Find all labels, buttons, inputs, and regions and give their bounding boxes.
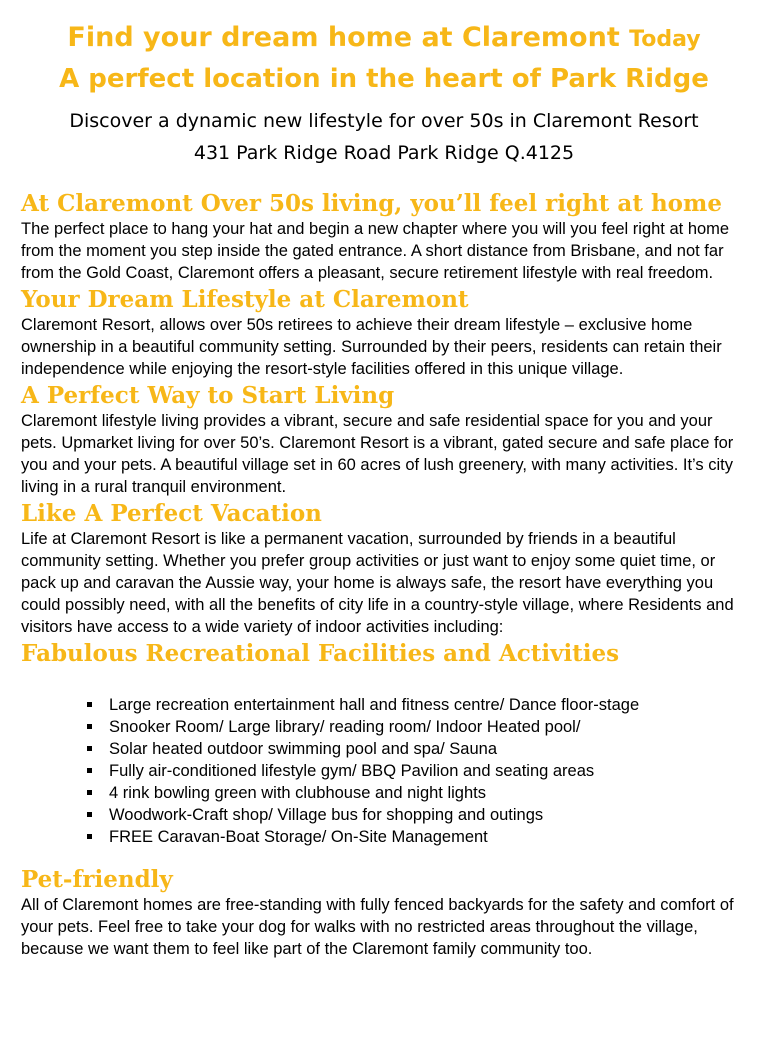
pets-body: All of Claremont homes are free-standing with fully fenced backyards for the safety and comfort of your pets. Feel free to take your dog for walks with no restricted areas throughout the village, because we want them to feel like part of the Claremont family community too. [21,896,734,958]
section-start-living [21,382,747,498]
list-item [87,760,747,782]
square-bullet-icon [87,834,92,839]
list-item-text: 4 rink bowling green with clubhouse and night lights [109,784,486,802]
list-item-text: Large recreation entertainment hall and fitness centre/ Dance floor-stage [109,696,640,714]
list-item-text: Snooker Room/ Large library/ reading room/ Indoor Heated pool/ [109,718,581,736]
hero-title-today: Today [629,27,701,52]
section-body: Life at Claremont Resort is like a permanent vacation, surrounded by friends in a beautiful community setting. Whether you prefer group activities or just want to enjoy some quiet time, or pack up and caravan the Aussie way, your home is always safe, the resort have everything you could possibly need, with all the benefits of city life in a country-style village, where Residents and visitors have access to a wide variety of indoor activities including: [21,530,734,636]
facilities-list [21,694,747,848]
facilities-heading: Fabulous Recreational Facilities and Activities [21,640,620,667]
hero-subtitle: A perfect location in the heart of Park Ridge [59,64,709,94]
list-item [87,826,747,848]
section-heading: A Perfect Way to Start Living [21,382,395,409]
square-bullet-icon [87,724,92,729]
section-heading: Like A Perfect Vacation [21,500,322,527]
hero-title-main: Find your dream home at Claremont [67,22,630,53]
list-item-text: FREE Caravan-Boat Storage/ On-Site Management [109,828,488,846]
section-heading: At Claremont Over 50s living, you’ll feel right at home [21,190,722,217]
square-bullet-icon [87,746,92,751]
section-body: The perfect place to hang your hat and begin a new chapter where you will you feel right at home from the moment you step inside the gated entrance. A short distance from Brisbane, and not far from the Gold Coast, Claremont offers a pleasant, secure retirement lifestyle with real freedom. [21,220,730,282]
list-item [87,782,747,804]
list-item [87,738,747,760]
square-bullet-icon [87,702,92,707]
list-item-text: Fully air-conditioned lifestyle gym/ BBQ Pavilion and seating areas [109,762,595,780]
section-body: Claremont Resort, allows over 50s retirees to achieve their dream lifestyle – exclusive home ownership in a beautiful community setting. Surrounded by their peers, residents can retain their independence while enjoying the resort-style facilities offered in this unique village. [21,316,722,378]
list-item [87,716,747,738]
main-content [21,190,747,962]
section-heading: Your Dream Lifestyle at Claremont [21,286,469,313]
section-pets [21,866,747,960]
hero-tagline: Discover a dynamic new lifestyle for over 50s in Claremont Resort [69,110,699,132]
section-home [21,190,747,284]
section-dream-lifestyle [21,286,747,380]
section-vacation [21,500,747,638]
pets-heading: Pet-friendly [21,866,173,893]
list-item-text: Woodwork-Craft shop/ Village bus for shopping and outings [109,806,544,824]
hero-title [0,22,768,53]
section-body: Claremont lifestyle living provides a vibrant, secure and safe residential space for you and your pets. Upmarket living for over 50’s. Claremont Resort is a vibrant, gated secure and safe place for you and your pets. A beautiful village set in 60 acres of lush greenery, with many activities. It’s city living in a rural tranquil environment. [21,412,734,496]
hero-address: 431 Park Ridge Road Park Ridge Q.4125 [193,142,575,164]
list-item [87,804,747,826]
square-bullet-icon [87,768,92,773]
square-bullet-icon [87,812,92,817]
list-item-text: Solar heated outdoor swimming pool and spa/ Sauna [109,740,497,758]
square-bullet-icon [87,790,92,795]
section-facilities [21,640,747,848]
list-item [87,694,747,716]
